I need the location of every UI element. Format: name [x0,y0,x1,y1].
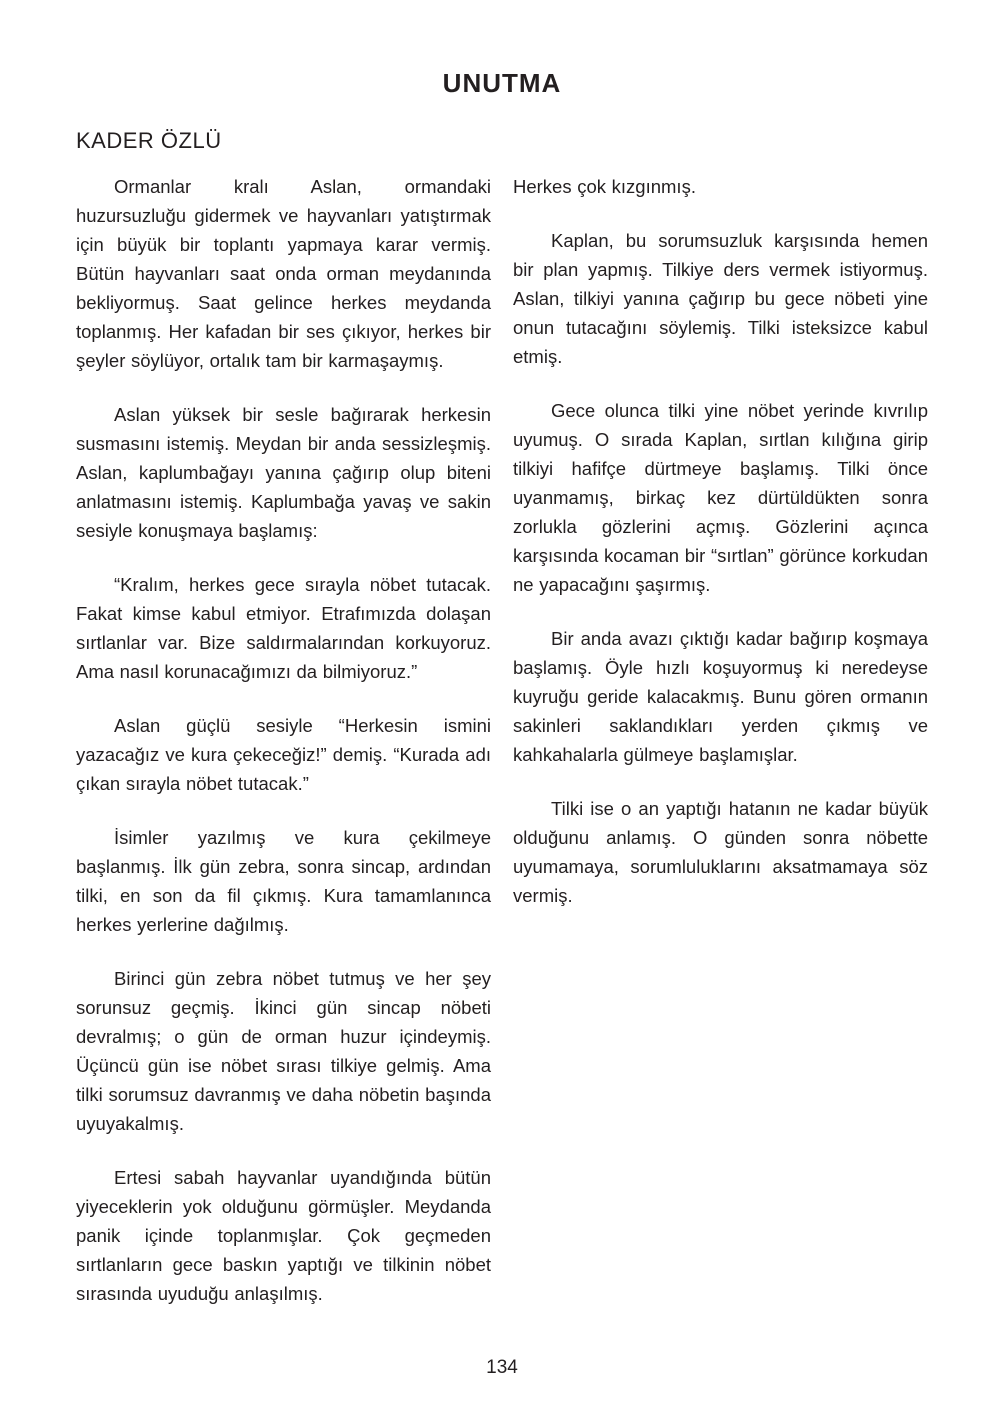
paragraph: “Kralım, herkes gece sırayla nöbet tutacak. Fakat kimse kabul etmiyor. Etrafımızda dolaşan sırtlanlar var. Bize saldırmalarından korkuyoruz. Ama nasıl korunacağımızı da bilmiyoruz.” [76,574,491,682]
paragraph: Ormanlar kralı Aslan, ormandaki huzursuzluğu gidermek ve hayvanları yatıştırmak için büyük bir toplantı yapmaya karar vermiş. Bütün hayvanları saat onda orman meydanında bekliyormuş. Saat gelince herkes meydanda toplanmış. Her kafadan bir ses çıkıyor, herkes bir şeyler söylüyor, ortalık tam bir karmaşaymış. [76,176,491,371]
text-column-right [513,172,928,1333]
paragraph-continuation: Herkes çok kızgınmış. [513,176,696,197]
paragraph: Birinci gün zebra nöbet tutmuş ve her şey sorunsuz geçmiş. İkinci gün sincap nöbeti devralmış; o gün de orman huzur içindeymiş. Üçüncü gün ise nöbet sırası tilkiye gelmiş. Ama tilki sorumsuz davranmış ve daha nöbetin başında uyuyakalmış. [76,968,491,1134]
page-title: UNUTMA [442,68,562,98]
paragraph: Gece olunca tilki yine nöbet yerinde kıvrılıp uyumuş. O sırada Kaplan, sırtlan kılığına girip tilkiyi hafifçe dürtmeye başlamış. Tilki önce uyanmamış, birkaç kez dürtüldükten sonra zorlukla gözlerini açmış. Gözlerini açınca karşısında kocaman bir “sırtlan” görünce korkudan ne yapacağını şaşırmış. [513,400,928,595]
paragraph: Tilki ise o an yaptığı hatanın ne kadar büyük olduğunu anlamış. O günden sonra nöbette uyumamaya, sorumluluklarını aksatmamaya söz vermiş. [513,798,928,906]
paragraph: Bir anda avazı çıktığı kadar bağırıp koşmaya başlamış. Öyle hızlı koşuyormuş ki neredeyse kuyruğu geride kalacakmış. Bunu gören ormanın sakinleri saklandıkları yerden çıkmış ve kahkahalarla gülmeye başlamışlar. [513,628,928,765]
paragraph: Aslan güçlü sesiyle “Herkesin ismini yazacağız ve kura çekeceğiz!” demiş. “Kurada adı çıkan sırayla nöbet tutacak.” [76,715,491,794]
paragraph: İsimler yazılmış ve kura çekilmeye başlanmış. İlk gün zebra, sonra sincap, ardından tilki, en son da fil çıkmış. Kura tamamlanınca herkes yerlerine dağılmış. [76,827,491,935]
text-columns [76,172,928,1333]
page-number: 134 [486,1357,518,1378]
text-column-left [76,172,491,1333]
paragraph: Aslan yüksek bir sesle bağırarak herkesin susmasını istemiş. Meydan bir anda sessizleşmiş. Aslan, kaplumbağayı yanına çağırıp olup biteni anlatmasını istemiş. Kaplumbağa yavaş ve sakin sesiyle konuşmaya başlamış: [76,404,491,541]
paragraph: Ertesi sabah hayvanlar uyandığında bütün yiyeceklerin yok olduğunu görmüşler. Meydanda panik içinde toplanmışlar. Çok geçmeden sırtlanların gece baskın yaptığı ve tilkinin nöbet sırasında uyuduğu anlaşılmış. [76,1167,491,1304]
author-name: KADER ÖZLÜ [76,128,222,153]
paragraph: Kaplan, bu sorumsuzluk karşısında hemen bir plan yapmış. Tilkiye ders vermek istiyormuş. Aslan, tilkiyi yanına çağırıp bu gece nöbeti yine onun tutacağını söylemiş. Tilki isteksizce kabul etmiş. [513,230,928,367]
